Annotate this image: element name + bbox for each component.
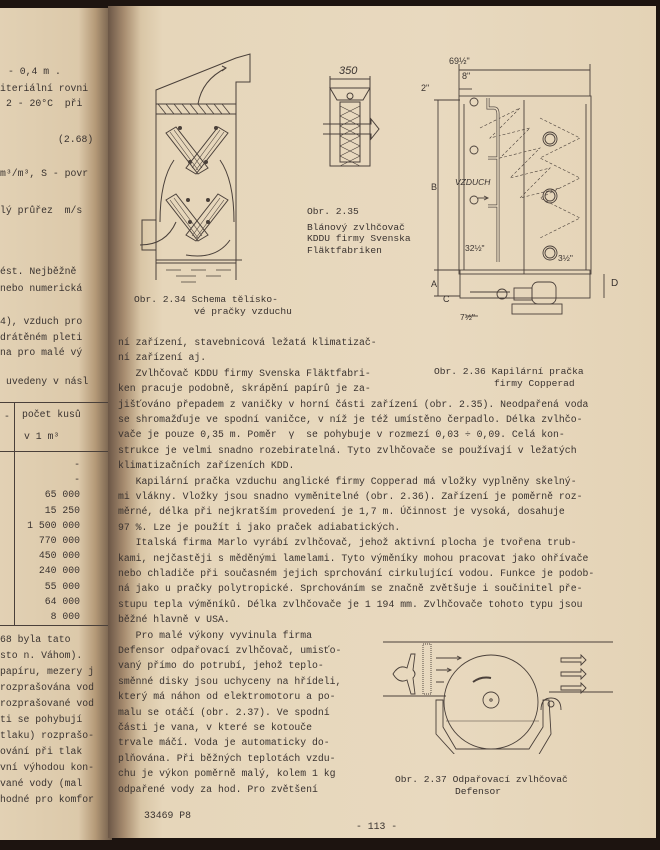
body-text-line: Pro malé výkony vyvinula firma [118, 629, 313, 641]
table-cell: 55 000 [44, 580, 80, 592]
body-text-line: ní zařízení aj. [118, 352, 207, 364]
text-fragment: papíru, mezery j [0, 666, 95, 677]
figure-2-34-diagram [136, 50, 271, 290]
body-text-line: strukce je velmi snadno rozebiratelná. Tyto zvlhčovače se používají v ležatých [118, 444, 577, 456]
caption-line: Defensor [455, 785, 502, 797]
text-fragment: - 0,4 m . [8, 66, 61, 77]
table-header: počet kusů [22, 409, 81, 420]
label-c: C [443, 294, 450, 304]
body-text-line: nebo chladiče při současném jejich sprchování cirkulující vodou. Funkce je podob- [118, 568, 595, 579]
body-text-line: chu je výkon poměrně malý, kolem 1 kg [118, 768, 336, 780]
caption-line: Obr. 2.34 Schema tělísko- [134, 294, 278, 305]
table-cell: - [74, 474, 80, 486]
text-fragment: lý průřez m/s [0, 205, 83, 216]
figure-2-35-caption [307, 206, 411, 256]
figure-2-34-caption [134, 294, 292, 317]
text-fragment: vané vody (mal [0, 778, 83, 789]
droplet-separator [156, 104, 236, 114]
body-text-line: mi vlákny. Vložky jsou snadno vyměnitelné (obr. 2.36). Zařízení je poměrně roz- [118, 491, 583, 502]
text-fragment: iteriální rovni [0, 83, 89, 94]
body-text-line: Kapilární pračka vzduchu anglické firmy Copperad má vložky vyplněny skelný- [118, 475, 577, 487]
body-text-line: jišťováno přepadem z vaničky v horní části zařízení (obr. 2.35). Neodpařená voda [118, 398, 589, 410]
right-page [108, 6, 656, 838]
caption-line: Obr. 2.36 Kapilární pračka [434, 366, 584, 377]
text-fragment: uvedeny v násl [6, 376, 89, 387]
dimension-32: 32½" [465, 243, 485, 253]
table-cell: - [74, 459, 80, 470]
body-text-line: klimatizačních zařízeních KDD. [118, 460, 295, 472]
caption-line: Fläktfabriken [307, 244, 382, 256]
body-text-line: kami, nejčastěji s měděnými lamelami. Tyto výměníky mohou pracovat jako ohřívače [118, 552, 589, 564]
text-fragment: 4), vzduch pro [0, 316, 83, 327]
evaporator-disc [444, 655, 538, 749]
body-text-line: malu se otáčí (obr. 2.37). Ve spodní [118, 706, 330, 718]
text-fragment: na pro malé vý [0, 347, 83, 358]
body-text-line: odpařené vody za hod. Pro zvětšení [118, 783, 318, 795]
dimension-width: 69½" [449, 56, 470, 66]
body-text-line: Zvlhčovač KDDU firmy Svenska Fläktfabri- [118, 367, 371, 379]
body-text-line: ken pracuje podobně, skrápění papírů je za- [118, 383, 371, 395]
label-air: VZDUCH [455, 177, 491, 187]
text-fragment: tlaku) rozprašo- [0, 730, 95, 741]
figure-2-36-caption [434, 366, 584, 389]
figure-2-37-caption [395, 774, 568, 797]
body-text-line: se shromažďuje ve spodní vaničce, v níž je též umístěno čerpadlo. Délka zvlhčo- [118, 414, 583, 425]
figure-2-35-diagram [323, 76, 383, 176]
caption-line: Obr. 2.37 Odpařovací zvlhčovač [395, 774, 568, 785]
text-fragment: ování při tlak [0, 746, 83, 757]
caption-line: vé pračky vzduchu [194, 305, 292, 317]
table-cell: 240 000 [38, 565, 80, 577]
dimension-3: 3½" [558, 253, 573, 263]
body-text-line: části je vana, v které se kotouče [118, 722, 313, 733]
table-cell: 15 250 [44, 504, 80, 516]
text-fragment: hodné pro komfor [0, 794, 95, 805]
text-fragment: ést. Nejběžně [0, 266, 77, 277]
table-dash: - [4, 411, 10, 422]
table-unit: v 1 m³ [24, 431, 60, 442]
figure-2-36-diagram [420, 58, 640, 328]
table-cell: 1 500 000 [27, 519, 80, 531]
text-fragment: rozprašované vod [0, 698, 95, 709]
figure-2-37-diagram [381, 634, 616, 754]
body-text-line: trvale máčí. Voda je automaticky do- [118, 737, 330, 749]
dimension-2: 2" [421, 83, 430, 93]
table-cell: 450 000 [38, 550, 80, 562]
table-cell: 770 000 [38, 535, 80, 546]
body-text-line: plňována. Při běžných teplotách vzdu- [118, 752, 336, 764]
caption-line: Blánový zvlhčovač [307, 221, 405, 233]
text-fragment: rozprašována vod [0, 682, 95, 693]
inspection-ports [543, 132, 557, 260]
body-text-line: vače je pouze 0,35 m. Poměr γ se pohybuje v rozmezí 0,03 ÷ 0,09. Celá kon- [118, 429, 565, 441]
dimension-8: 8" [462, 71, 471, 81]
table-cell: 65 000 [44, 489, 80, 501]
table-cell: 8 000 [50, 611, 80, 622]
print-code: 33469 P8 [144, 810, 192, 821]
dimension-7: 7½" [460, 312, 475, 322]
body-text-line: Defensor odpařovací zvlhčovač, umisťo- [118, 645, 342, 656]
table-cell: 64 000 [44, 595, 80, 607]
airflow-arrow [323, 119, 379, 139]
text-fragment: 2 - 20°C při [6, 98, 83, 109]
caption-line: firmy Copperad [494, 377, 575, 389]
body-text-line: stupu tepla výměníků. Délka zvlhčovače je 1 194 mm. Zvlhčovače tohoto typu jsou [118, 598, 583, 610]
body-text-line: který má náhon od elektromotoru a po- [118, 691, 336, 703]
body-text-line: vaný přímo do potrubí, jehož teplo- [118, 660, 324, 672]
text-fragment: vní výhodou kon- [0, 762, 95, 773]
body-text-line: běžné hlavně v USA. [118, 614, 230, 626]
fan-icon [393, 654, 415, 694]
table-header-rule [0, 451, 112, 452]
label-a: A [431, 279, 438, 289]
body-text-line: ní zařízení, stavebnicová ležatá klimatizač- [118, 337, 377, 348]
body-text-line: měrné, délka při nejkratším provedení je 1,7 m. Účinnost je vysoká, dosahuje [118, 506, 565, 518]
caption-line: KDDU firmy Svenska [307, 233, 411, 244]
body-text-line: směnné disky jsou uchyceny na hřídeli, [118, 675, 342, 687]
text-fragment: 68 byla tato [0, 634, 71, 645]
body-text-line: ná jako u pračky polytropické. Sprchováním se značně zvětšuje i součinitel pře- [118, 583, 583, 595]
dimension-350: 350 [339, 65, 358, 77]
air-arrow [198, 68, 226, 104]
body-text-line: Italská firma Marlo vyrábí zvlhčovač, jehož aktivní plocha je tvořena trub- [118, 537, 577, 549]
label-d: D [611, 278, 619, 289]
left-page [0, 8, 112, 840]
text-fragment: sto n. Váhom). [0, 650, 83, 661]
equation-number: (2.68) [58, 134, 94, 145]
data-table [0, 402, 112, 626]
text-fragment: m³/m³, S - povr [0, 168, 89, 179]
caption-line: Obr. 2.35 [307, 206, 359, 217]
text-fragment: nebo numerická [0, 283, 83, 294]
text-fragment: drátěném pleti [0, 332, 83, 343]
text-fragment: ti se pohybují [0, 714, 83, 725]
label-b: B [431, 182, 438, 192]
page-number: - 113 - [356, 821, 398, 832]
body-text-line: 97 %. Lze je použít i jako praček adiabatických. [118, 521, 401, 533]
table-divider [14, 403, 15, 625]
